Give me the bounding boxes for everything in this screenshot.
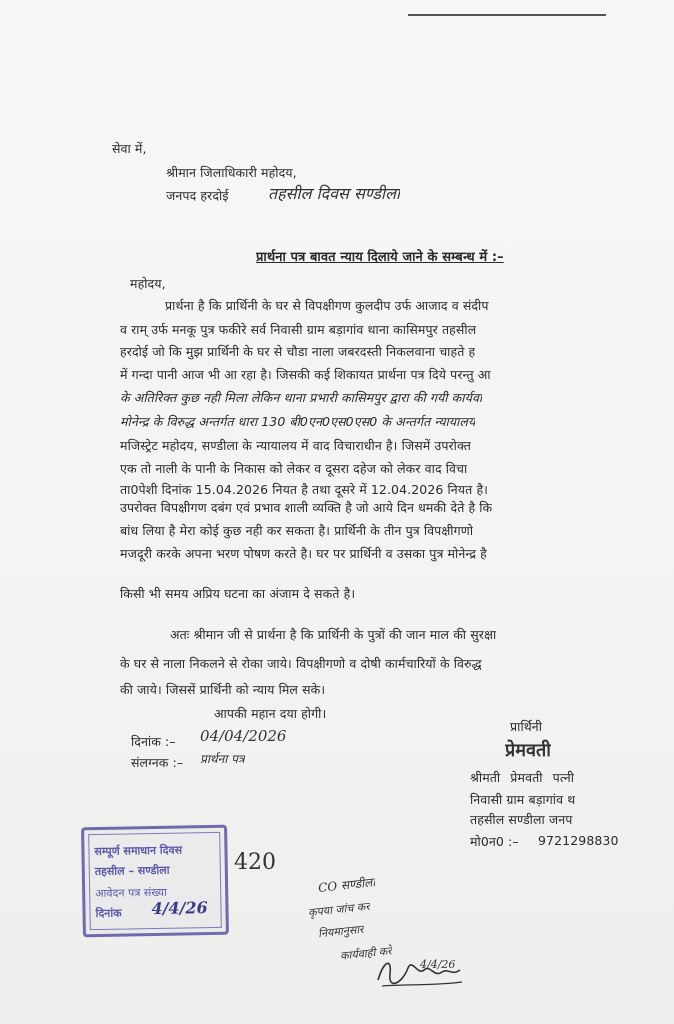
body-line: हरदोई जो कि मुझ प्रार्थिनी के घर से चौडा नाला जबरदस्ती निकलवाना चाहते ह	[120, 344, 476, 359]
body-line: प्रार्थना है कि प्रार्थिनी के घर से विपक्षीगण कुलदीप उर्फ आजाद व संदीप	[165, 298, 489, 313]
stamp-date-value: 4/4/26	[151, 898, 208, 919]
letter-greeting: महोदय,	[130, 276, 166, 291]
body-line: किसी भी समय अप्रिय घटना का अंजाम दे सकते है।	[120, 586, 356, 601]
applicant-tehsil: तहसील सण्डीला जनप	[470, 812, 573, 827]
body-line: ता0पेशी दिनांक 15.04.2026 नियत है तथा दूसरे में 12.04.2026 नियत है।	[120, 482, 489, 497]
applicant-mobile-number: 9721298830	[538, 833, 619, 848]
date-value: 04/04/2026	[200, 727, 287, 745]
date-label: दिनांक :–	[131, 734, 176, 749]
recipient-district: जनपद हरदोई	[166, 188, 229, 203]
stamp-date-label: दिनांक	[95, 906, 122, 921]
endorsement-line-4: कार्यवाही करें	[339, 944, 393, 963]
applicant-village: निवासी ग्राम बड़ागांव थ	[470, 792, 576, 807]
endorsement-line-1: CO सण्डीला	[317, 875, 377, 895]
body-line: के घर से नाला निकलने से रोका जाये। विपक्षीगणो व दोषी कार्मचारियों के विरुद्ध	[120, 656, 482, 671]
official-stamp	[81, 825, 229, 938]
applicant-name: श्रीमती प्रेमवती पत्नी	[470, 770, 575, 785]
address-salutation: सेवा में,	[112, 141, 147, 156]
body-line: में गन्दा पानी आज भी आ रहा है। जिसकी कई शिकायत प्रार्थना पत्र दिये परन्तु आ	[120, 367, 491, 382]
letter-subject: प्रार्थना पत्र बावत न्याय दिलाये जाने के सम्बन्ध में :–	[256, 250, 504, 265]
stamp-line-2: तहसील – सण्डीला	[94, 863, 170, 879]
body-line: बांध लिया है मेरा कोई कुछ नही कर सकता है। प्रार्थिनी के तीन पुत्र विपक्षीगणो	[120, 523, 474, 538]
body-line: अतः श्रीमान जी से प्रार्थना है कि प्रार्थिनी के पुत्रों की जान माल की सुरक्षा	[170, 627, 497, 642]
body-line: उपरोक्त विपक्षीगण दबंग एवं प्रभाव शाली व्यक्ति है जो आये दिन धमकी देते है कि	[120, 500, 493, 515]
body-line: की जाये। जिससें प्रार्थिनी को न्याय मिल सके।	[120, 682, 326, 697]
enclosure-value: प्रार्थना पत्र	[200, 752, 245, 766]
handwritten-tehsil-note: तहसील दिवस सण्डीला	[268, 184, 401, 203]
body-line: मजदूरी करके अपना भरण पोषण करते है। घर पर प्रार्थिनी व उसका पुत्र मोनेन्द्र है	[120, 546, 487, 561]
stamp-number: 420	[234, 850, 276, 875]
body-line: के अतिरिक्त कुछ नही मिला लेकिन थाना प्रभारी कासिमपुर द्वारा की गयी कार्यवा	[120, 390, 483, 405]
applicant-signature: प्रेमवती	[505, 740, 551, 761]
recipient-title: श्रीमान जिलाधिकारी महोदय,	[166, 165, 297, 180]
letter-closing: आपकी महान दया होगी।	[214, 706, 327, 721]
endorsement-line-2: कृपया जांच कर	[307, 899, 371, 920]
top-edge-line	[408, 14, 606, 16]
endorsement-date: 4/4/26	[420, 958, 456, 971]
body-line: एक तो नाली के पानी के निकास को लेकर व दूसरा दहेज को लेकर वाद विचा	[120, 461, 468, 476]
enclosure-label: संलग्नक :–	[131, 755, 184, 770]
stamp-line-3: आवेदन पत्र संख्या	[95, 885, 168, 901]
applicant-label: प्रार्थिनी	[510, 719, 543, 734]
body-line: मोनेन्द्र के विरुद्ध अन्तर्गत धारा 130 बी0एन0एस0एस0 के अन्तर्गत न्यायालय	[120, 414, 476, 429]
body-line: मजिस्ट्रेट महोदय, सण्डीला के न्यायालय में वाद विचाराधीन है। जिसमें उपरोक्त	[120, 438, 472, 453]
stamp-line-1: सम्पूर्ण समाधान दिवस	[94, 843, 183, 859]
body-line: व राम् उर्फ मनकू पुत्र फकीरे सर्व निवासी ग्राम बड़ागांव थाना कासिमपुर तहसील	[120, 322, 477, 337]
applicant-mobile-label: मो0न0 :–	[470, 834, 519, 849]
endorsement-line-3: नियमानुसार	[317, 922, 365, 941]
